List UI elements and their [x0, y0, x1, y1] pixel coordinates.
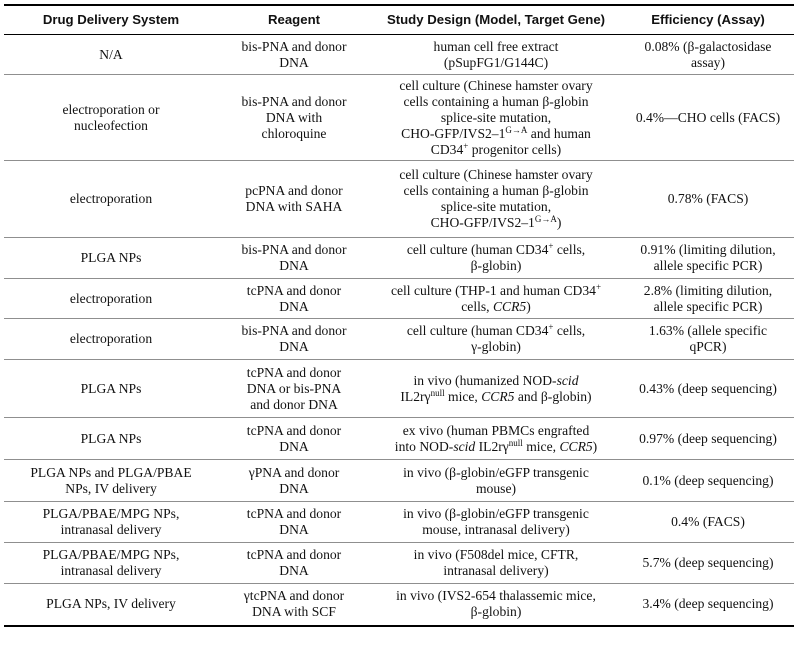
cell-system: PLGA NPs: [80, 250, 142, 265]
cell-reagent: tcPNA and donor DNA: [246, 547, 342, 578]
cell-design: in vivo (F508del mice, CFTR, intranasal delivery): [413, 547, 579, 578]
cell-efficiency: 0.08% (β-galactosidase assay): [644, 38, 772, 70]
cell-efficiency: 0.78% (FACS): [667, 191, 749, 206]
cell-design: cell culture (human CD34+ cells, β-globin): [406, 241, 586, 273]
cell-efficiency: 0.97% (deep sequencing): [639, 430, 777, 446]
cell-efficiency: 0.43% (deep sequencing): [639, 380, 777, 396]
cell-reagent: γtcPNA and donor DNA with SCF: [243, 588, 345, 620]
cell-system: electroporation or nucleofection: [62, 101, 160, 133]
cell-efficiency: 1.63% (allele specific qPCR): [648, 323, 768, 354]
cell-system: N/A: [99, 46, 123, 62]
cell-reagent: pcPNA and donor DNA with SAHA: [245, 183, 343, 214]
cell-design: cell culture (THP-1 and human CD34+ cells, CCR5): [390, 281, 602, 314]
cell-efficiency: 0.1% (deep sequencing): [642, 472, 774, 488]
cell-efficiency: 3.4% (deep sequencing): [642, 596, 774, 612]
cell-design: human cell free extract (pSupFG1/G144C): [433, 38, 559, 70]
cell-reagent: bis-PNA and donor DNA: [241, 323, 347, 354]
table-row: [4, 279, 794, 319]
cell-design: in vivo (IVS2-654 thalassemic mice, β-globin): [396, 588, 596, 620]
cell-system: electroporation: [69, 191, 153, 206]
cell-design: cell culture (Chinese hamster ovary cells containing a human β-globin splice-site mutation, CHO-$GFP/IVS2-1^{G\to A}$ and human CD34+ progenitor cells): [399, 77, 593, 157]
cell-reagent: tcPNA and donor DNA: [246, 282, 342, 314]
table-row: [4, 75, 794, 161]
table-row: [4, 502, 794, 543]
drug-delivery-table: [4, 4, 794, 627]
cell-system: PLGA NPs and PLGA/PBAE NPs, IV delivery: [30, 464, 192, 496]
table-row: [4, 418, 794, 460]
cell-efficiency: 2.8% (limiting dilution, allele specific PCR): [643, 282, 773, 314]
cell-design: in vivo (β-globin/eGFP transgenic mouse): [403, 464, 589, 496]
cell-system: PLGA/PBAE/MPG NPs, intranasal delivery: [42, 547, 180, 578]
cell-design: in vivo (β-globin/eGFP transgenic mouse, intranasal delivery): [403, 506, 589, 537]
cell-reagent: γPNA and donor DNA: [248, 464, 340, 496]
cell-efficiency: 5.7% (deep sequencing): [642, 555, 774, 570]
table-row: [4, 35, 794, 75]
cell-reagent: tcPNA and donor DNA: [246, 506, 342, 537]
table-row: [4, 584, 794, 626]
cell-system: PLGA/PBAE/MPG NPs, intranasal delivery: [42, 506, 180, 537]
table-row: [4, 319, 794, 360]
table-row: [4, 360, 794, 418]
cell-system: PLGA NPs: [80, 430, 142, 446]
table-row: [4, 238, 794, 279]
cell-system: PLGA NPs, IV delivery: [46, 596, 176, 612]
cell-design: cell culture (human CD34+ cells, γ-globin): [406, 322, 586, 354]
table-row: [4, 161, 794, 238]
table-row: [4, 543, 794, 584]
cell-design: cell culture (Chinese hamster ovary cells containing a human β-globin splice-site mutation, CHO-$GFP/IVS2-1^{G\to A}$): [399, 167, 593, 230]
cell-system: PLGA NPs: [80, 380, 142, 396]
cell-system: electroporation: [69, 331, 153, 346]
header-reagent: Reagent: [267, 12, 321, 27]
cell-reagent: bis-PNA and donor DNA: [241, 38, 347, 70]
header-study-design: Study Design (Model, Target Gene): [386, 12, 606, 27]
header-drug-delivery-system: Drug Delivery System: [42, 12, 180, 27]
cell-design: ex vivo (human PBMCs engrafted into NOD-scid $IL2r\gamma^{null}$ mice, CCR5): [394, 422, 598, 454]
cell-efficiency: 0.91% (limiting dilution, allele specific PCR): [640, 242, 776, 273]
header-efficiency: Efficiency (Assay): [651, 12, 765, 27]
cell-reagent: bis-PNA and donor DNA with chloroquine: [241, 93, 347, 141]
cell-reagent: bis-PNA and donor DNA: [241, 242, 347, 273]
cell-efficiency: 0.4%—CHO cells (FACS): [635, 109, 781, 125]
cell-design: in vivo (humanized NOD-scid $IL2r\gamma^{null}$ mice, CCR5 and β-globin): [400, 372, 592, 404]
header-row: [4, 5, 794, 35]
table-row: [4, 460, 794, 502]
cell-reagent: tcPNA and donor DNA: [246, 422, 342, 454]
cell-efficiency: 0.4% (FACS): [671, 514, 745, 529]
cell-system: electroporation: [69, 290, 153, 306]
cell-reagent: tcPNA and donor DNA or bis-PNA and donor DNA: [246, 364, 342, 412]
